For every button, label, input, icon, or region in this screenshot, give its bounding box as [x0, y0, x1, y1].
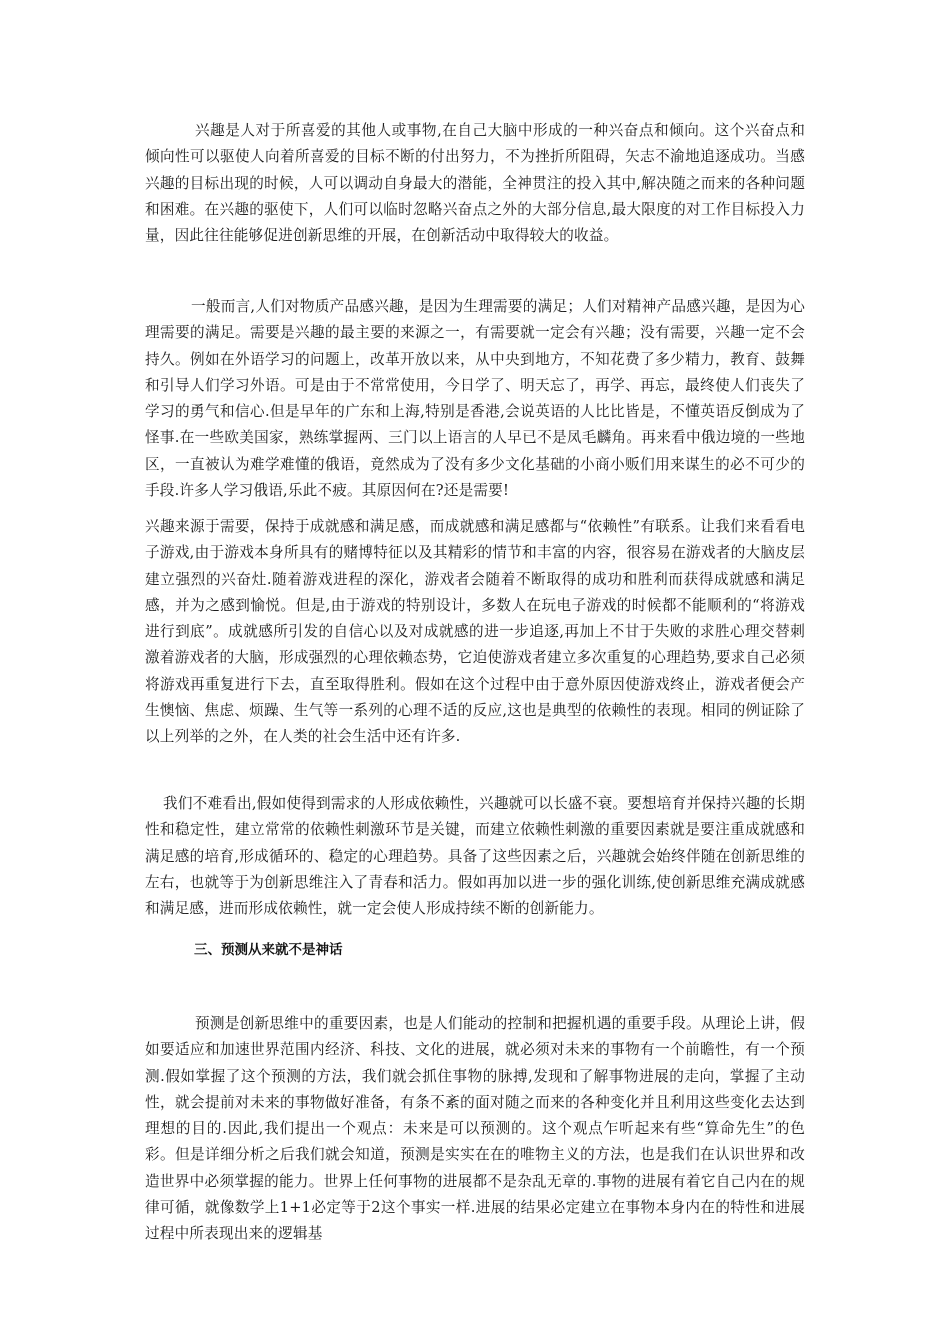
paragraph-interest-definition: 兴趣是人对于所喜爱的其他人或事物,在自己大脑中形成的一种兴奋点和倾向。这个兴奋点和倾向性可以驱使人向着所喜爱的目标不断的付出努力，不为挫折所阻碍，矢志不渝地追逐成功。当感兴趣的目标出现的时候，人可以调动自身最大的潜能，全神贯注的投入其中,解决随之而来的各种问题和困难。在兴趣的驱使下，人们可以临时忽略兴奋点之外的大部分信息,最大限度的对工作目标投入力量，因此往往能够促进创新思维的开展，在创新活动中取得较大的收益。: [145, 122, 805, 245]
paragraph-dependency-games: 兴趣来源于需要，保持于成就感和满足感，而成就感和满足感都与“依赖性”有联系。让我们来看看电子游戏,由于游戏本身所具有的赌博特征以及其精彩的情节和丰富的内容，很容易在游戏者的大脑皮层建立强烈的兴奋灶.随着游戏进程的深化，游戏者会随着不断取得的成功和胜利而获得成就感和满足感，并为之感到愉悦。但是,由于游戏的特别设计，多数人在玩电子游戏的时候都不能顺利的“将游戏进行到底”。成就感所引发的自信心以及对成就感的进一步追逐,再加上不甘于失败的求胜心理交替刺激着游戏者的大脑，形成强烈的心理依赖态势，它迫使游戏者建立多次重复的心理趋势,要求自己必须将游戏再重复进行下去，直至取得胜利。假如在这个过程中由于意外原因使游戏终止，游戏者便会产生懊恼、焦虑、烦躁、生气等一系列的心理不适的反应,这也是典型的依赖性的表现。相同的例证除了以上列举的之外，在人类的社会生活中还有许多.: [145, 518, 805, 746]
paragraph-needs-source: 一般而言,人们对物质产品感兴趣，是因为生理需要的满足；人们对精神产品感兴趣，是因为心理需要的满足。需要是兴趣的最主要的来源之一，有需要就一定会有兴趣；没有需要，兴趣一定不会持久。例如在外语学习的问题上，改革开放以来，从中央到地方，不知花费了多少精力，教育、鼓舞和引导人们学习外语。可是由于不常常使用，今日学了、明天忘了，再学、再忘，最终使人们丧失了学习的勇气和信心.但是早年的广东和上海,特别是香港,会说英语的人比比皆是，不懂英语反倒成为了怪事.在一些欧美国家，熟练掌握两、三门以上语言的人早已不是凤毛麟角。再来看中俄边境的一些地区，一直被认为难学难懂的俄语，竟然成为了没有多少文化基础的小商小贩们用来谋生的必不可少的手段.许多人学习俄语,乐此不疲。其原因何在?还是需要!: [145, 298, 805, 500]
section-heading: 三、预测从来就不是神话: [194, 942, 343, 958]
paragraph-sustaining-interest: 我们不难看出,假如使得到需求的人形成依赖性，兴趣就可以长盛不衰。要想培育并保持兴趣的长期性和稳定性，建立常常的依赖性刺激环节是关键，而建立依赖性刺激的重要因素就是要注重成就感和满足感的培育,形成循环的、稳定的心理趋势。具备了这些因素之后，兴趣就会始终伴随在创新思维的左右，也就等于为创新思维注入了青春和活力。假如再加以进一步的强化训练,使创新思维充满成就感和满足感，进而形成依赖性，就一定会使人形成持续不断的创新能力。: [145, 795, 805, 918]
paragraph-prediction: 预测是创新思维中的重要因素，也是人们能动的控制和把握机遇的重要手段。从理论上讲，假如要适应和加速世界范围内经济、科技、文化的进展，就必须对未来的事物有一个前瞻性，有一个预测.假如掌握了这个预测的方法，我们就会抓住事物的脉搏,发现和了解事物进展的走向，掌握了主动性，就会提前对未来的事物做好准备，有条不紊的面对随之而来的各种变化并且利用这些变化去达到理想的目的.因此,我们提出一个观点：未来是可以预测的。这个观点乍听起来有些“算命先生”的色彩。但是详细分析之后我们就会知道，预测是实实在在的唯物主义的方法，也是我们在认识世界和改造世界中必须掌握的能力。世界上任何事物的进展都不是杂乱无章的.事物的进展有着它自己内在的规律可循，就像数学上1+1必定等于2这个事实一样.进展的结果必定建立在事物本身内在的特性和进展过程中所表现出来的逻辑基: [145, 1015, 805, 1243]
